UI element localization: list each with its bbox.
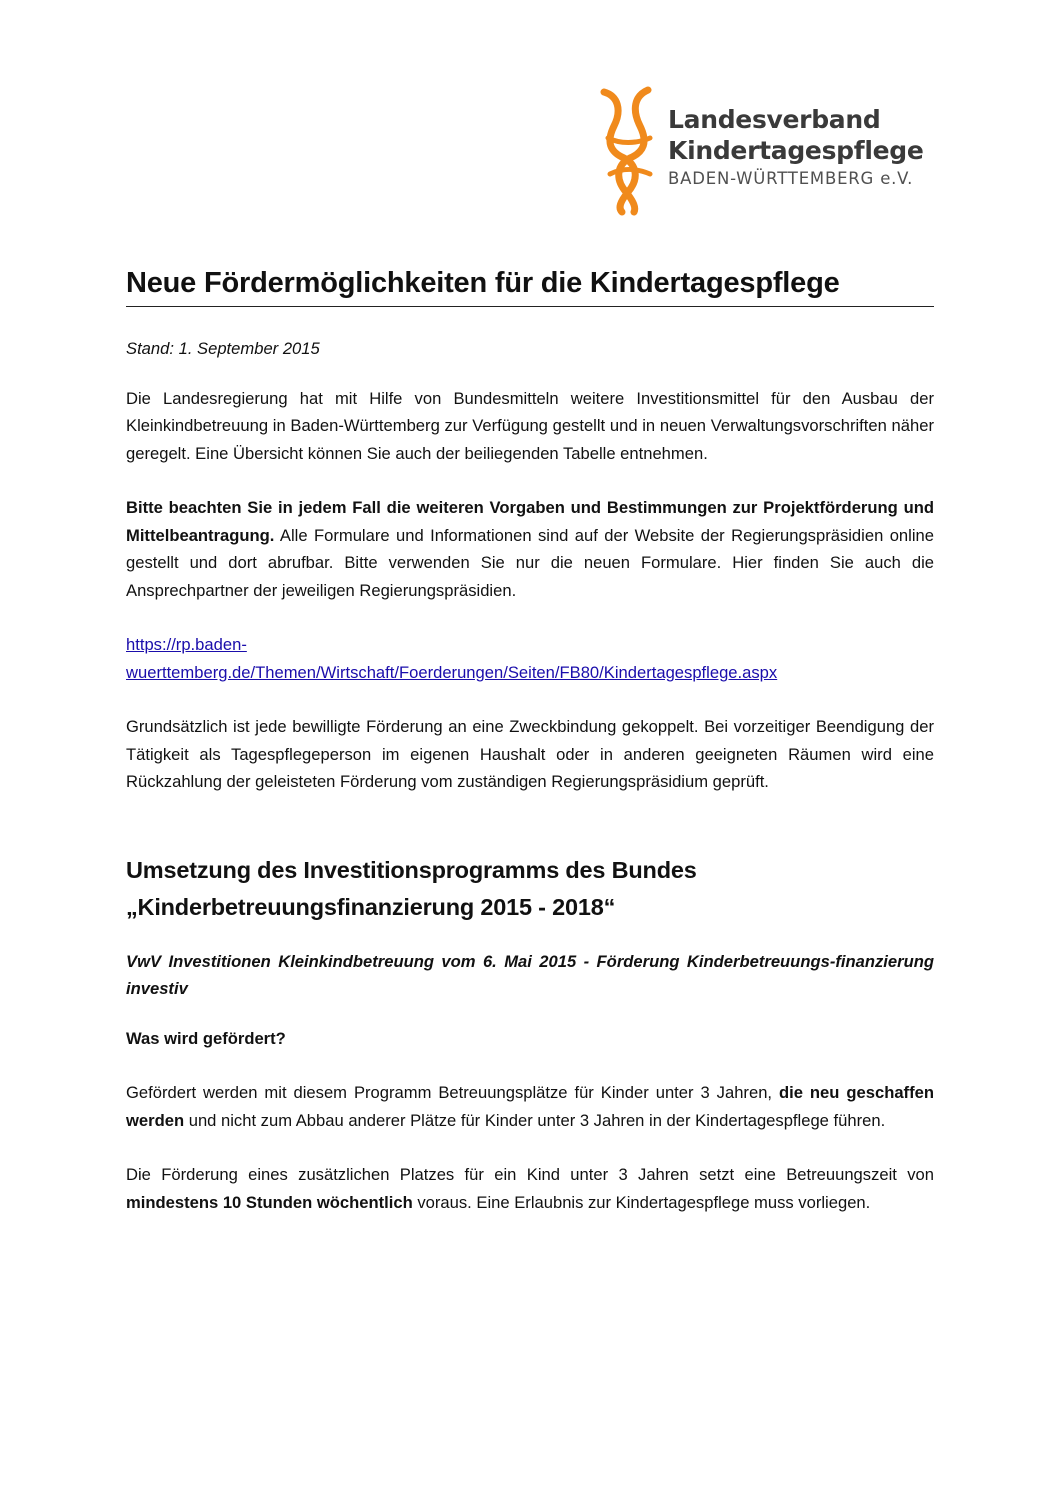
link-line-2: wuerttemberg.de/Themen/Wirtschaft/Foerderungen/Seiten/FB80/Kindertagespflege.aspx [126, 662, 778, 682]
foerderung-text-1: Die Förderung eines zusätzlichen Platzes für ein Kind unter 3 Jahren setzt eine Betreuungszeit von [126, 1165, 934, 1184]
notice-text: Alle Formulare und Informationen sind auf der Website der Regierungspräsidien online gestellt und dort abrufbar. Bitte verwenden Sie nur die neuen Formulare. Hier finden Sie auch die Ansprechpartner der jeweiligen Regierungspräsidien. [126, 525, 934, 600]
section-heading-line-1: Umsetzung des Investitionsprogramms des Bundes [126, 856, 697, 883]
document-body [126, 262, 934, 1216]
logo-mark-icon [596, 86, 666, 216]
logo-line-3: BADEN-WÜRTTEMBERG e.V. [668, 169, 914, 188]
logo-line-2: Kindertagespflege [668, 136, 924, 165]
section-heading-line-2: „Kinderbetreuungsfinanzierung 2015 - 2018“ [126, 893, 616, 920]
vwv-subheading: VwV Investitionen Kleinkindbetreuung vom 6. Mai 2015 - Förderung Kinderbetreuungs-finanzierung investiv [126, 951, 934, 998]
date-stamp: Stand: 1. September 2015 [126, 339, 320, 358]
foerderung-bold-text: mindestens 10 Stunden wöchentlich [126, 1192, 413, 1212]
gefoerdert-text-2: und nicht zum Abbau anderer Plätze für Kinder unter 3 Jahren in der Kindertagespflege führen. [184, 1110, 886, 1130]
gefoerdert-paragraph [126, 1079, 934, 1134]
foerderung-text-2: voraus. Eine Erlaubnis zur Kindertagespflege muss vorliegen. [412, 1192, 871, 1212]
logo-line-1: Landesverband [668, 105, 881, 134]
page-title: Neue Fördermöglichkeiten für die Kindertagespflege [126, 262, 934, 307]
organization-logo [596, 86, 946, 218]
section-heading [126, 852, 934, 926]
link-block [126, 631, 934, 686]
link-line-1: https://rp.baden- [126, 635, 247, 654]
was-wird-gefoerdert-heading: Was wird gefördert? [126, 1028, 286, 1048]
notice-paragraph [126, 494, 934, 604]
notice-bold-text: Bitte beachten Sie in jedem Fall die weiteren Vorgaben und Bestimmungen zur Projektförderung und Mittelbeantragung. [126, 498, 934, 545]
gefoerdert-bold-text: die neu geschaffen werden [126, 1083, 934, 1130]
intro-paragraph: Die Landesregierung hat mit Hilfe von Bundesmitteln weitere Investitionsmittel für den Ausbau der Kleinkindbetreuung in Baden-Württemberg zur Verfügung gestellt und in neuen Verwaltungsvorschriften näher geregelt. Eine Übersicht können Sie auch der beiliegenden Tabelle entnehmen. [126, 388, 934, 463]
logo-text [668, 104, 924, 192]
gefoerdert-text-1: Gefördert werden mit diesem Programm Betreuungsplätze für Kinder unter 3 Jahren, [126, 1083, 779, 1102]
regierungspraesidien-link[interactable] [126, 631, 934, 686]
zweckbindung-paragraph: Grundsätzlich ist jede bewilligte Förderung an eine Zweckbindung gekoppelt. Bei vorzeitiger Beendigung der Tätigkeit als Tagespflegeperson im eigenen Haushalt oder in anderen geeigneten Räumen wird eine Rückzahlung der geleisteten Förderung vom zuständigen Regierungspräsidium geprüft. [126, 717, 934, 791]
foerderung-paragraph [126, 1161, 934, 1216]
